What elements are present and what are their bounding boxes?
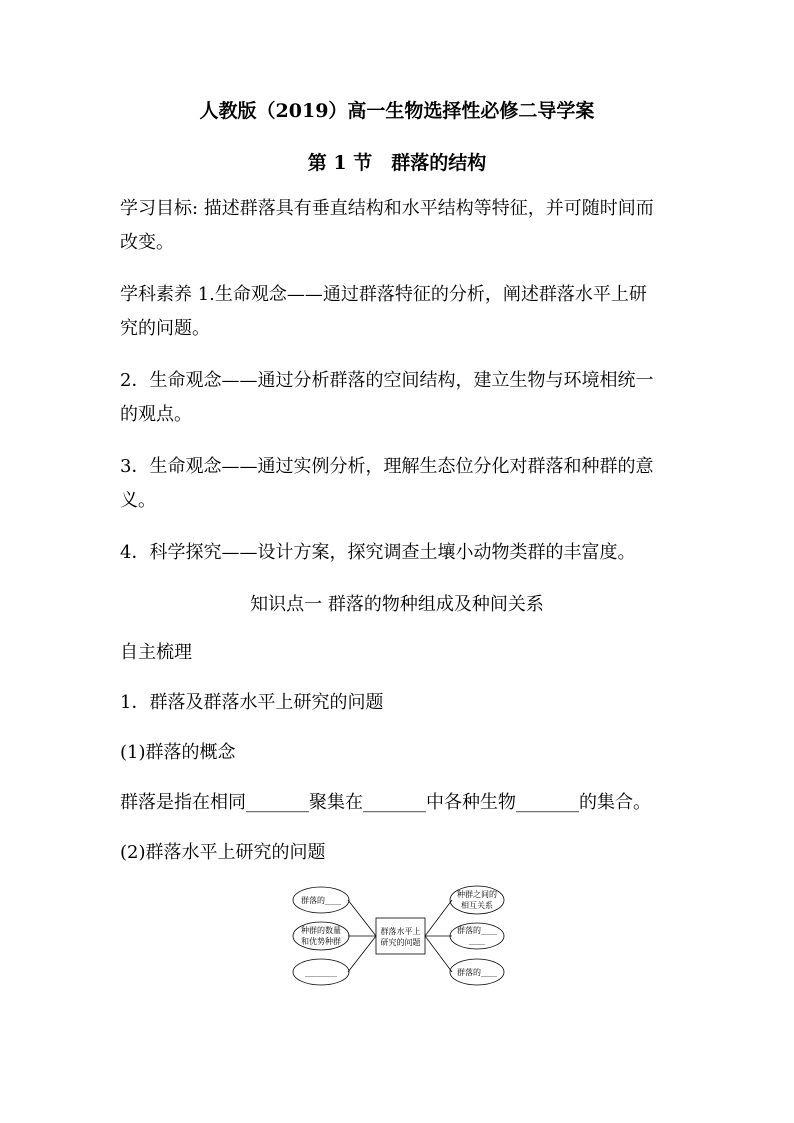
knowledge-heading: 知识点一 群落的物种组成及种间关系 (250, 594, 544, 615)
literacy-item-3-line-2: 义。 (120, 490, 156, 511)
right-label-1-line-1: 种群之间的 (457, 890, 497, 899)
left-label-3: ________ (305, 968, 337, 977)
center-label-line-1: 群落水平上 (380, 927, 421, 936)
question-1: 1．群落及群落水平上研究的问题 (120, 692, 384, 713)
center-label-line-2: 研究的问题 (380, 938, 421, 947)
objective-line-1: 学习目标: 描述群落具有垂直结构和水平结构等特征，并可随时间而 (120, 198, 654, 219)
self-study-label: 自主梳理 (120, 642, 192, 663)
right-label-2-line-1: 群落的____ (457, 926, 497, 935)
connector-line (348, 936, 376, 972)
right-label-2-line-2: ____ (469, 936, 485, 945)
section-title: 第 1 节 群落的结构 (307, 152, 487, 174)
connector-line (348, 900, 376, 936)
left-label-2-line-1: 种群的数量 (301, 926, 341, 935)
literacy-item-2-line-1: 2．生命观念——通过分析群落的空间结构，建立生物与环境相统一 (120, 370, 654, 391)
literacy-item-1-line-1: 学科素养 1.生命观念——通过群落特征的分析，阐述群落水平上研 (120, 284, 647, 305)
connector-line (425, 936, 452, 972)
connector-line (425, 900, 452, 936)
literacy-item-3-line-1: 3．生命观念——通过实例分析，理解生态位分化对群落和种群的意 (120, 456, 654, 477)
community-definition: 群落是指在相同_______聚集在_______中各种生物_______的集合。 (120, 792, 651, 813)
right-label-3: 群落的____ (457, 968, 497, 977)
literacy-item-4: 4．科学探究——设计方案，探究调查土壤小动物类群的丰富度。 (120, 542, 636, 563)
right-label-1-line-2: 相互关系 (461, 901, 493, 910)
literacy-item-2-line-2: 的观点。 (120, 404, 192, 425)
left-label-1: 群落的____ (301, 896, 341, 905)
question-1-2: (2)群落水平上研究的问题 (120, 842, 326, 863)
objective-line-2: 改变。 (120, 232, 174, 253)
center-box (376, 918, 425, 954)
concept-diagram (290, 880, 510, 992)
literacy-item-1-line-2: 究的问题。 (120, 318, 210, 339)
question-1-1: (1)群落的概念 (120, 742, 236, 763)
left-label-2-line-2: 和优势种群 (301, 937, 341, 946)
document-title: 人教版（2019）高一生物选择性必修二导学案 (199, 100, 595, 122)
